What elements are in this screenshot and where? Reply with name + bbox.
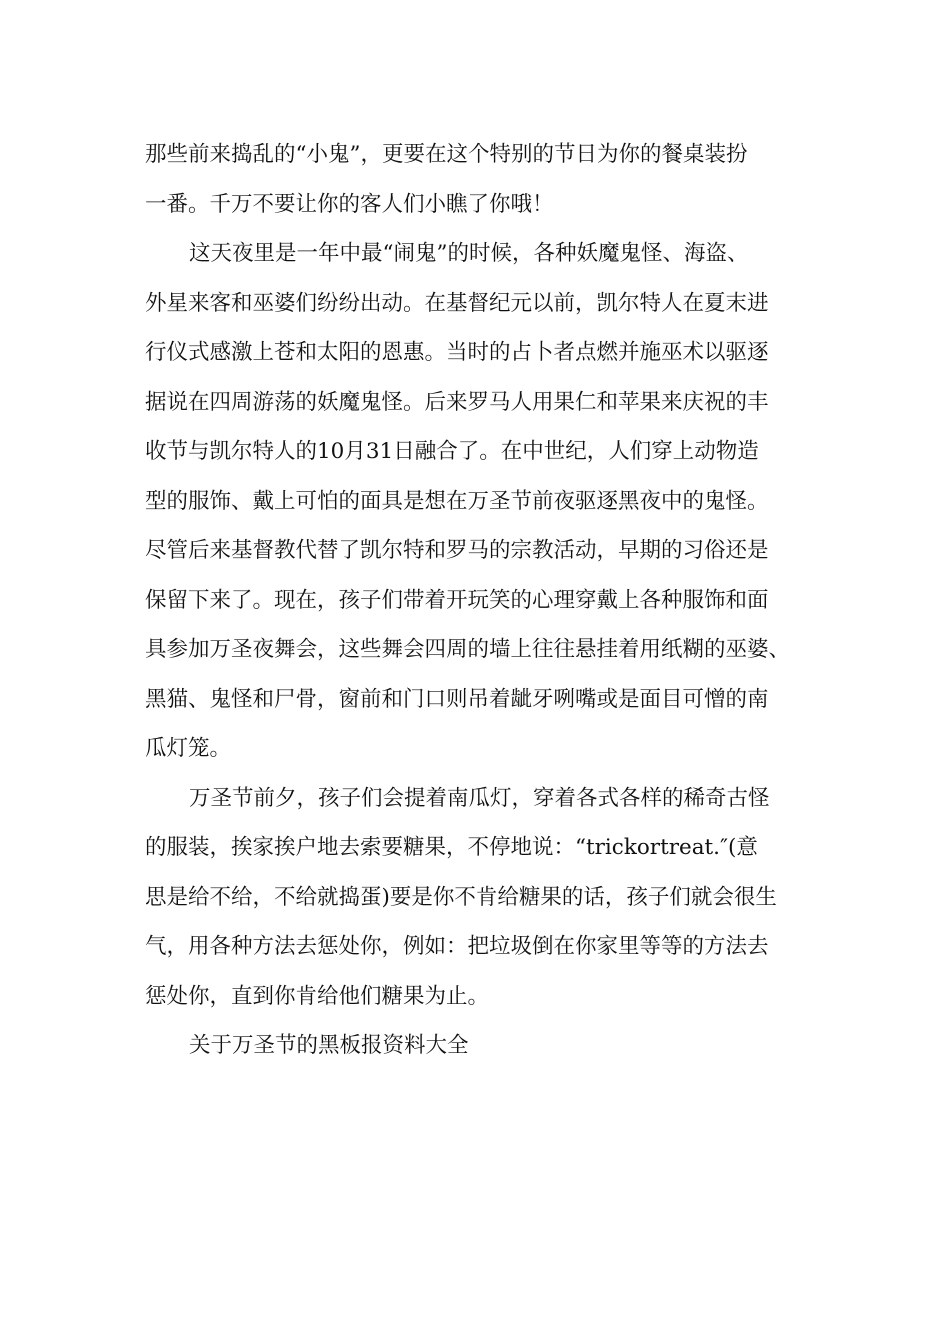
text-line: 那些前来捣乱的“小鬼”，更要在这个特别的节日为你的餐桌装扮: [145, 142, 748, 167]
paragraph-3: [145, 774, 825, 1022]
text-line: 收节与凯尔特人的10月31日融合了。在中世纪，人们穿上动物造: [145, 439, 759, 464]
paragraph-2: [145, 229, 825, 774]
text-line: 的服装，挨家挨户地去索要糖果，不停地说：“trickortreat.″(意: [145, 835, 758, 860]
text-line: 据说在四周游荡的妖魔鬼怪。后来罗马人用果仁和苹果来庆祝的丰: [145, 389, 769, 415]
text-line: 这天夜里是一年中最“闹鬼”的时候，各种妖魔鬼怪、海盗、: [189, 241, 749, 266]
text-line: 惩处你，直到你肯给他们糖果为止。: [145, 983, 490, 1009]
text-line: 型的服饰、戴上可怕的面具是想在万圣节前夜驱逐黑夜中的鬼怪。: [145, 488, 769, 514]
text-line: 尽管后来基督教代替了凯尔特和罗马的宗教活动，早期的习俗还是: [145, 538, 769, 563]
text-line: 具参加万圣夜舞会，这些舞会四周的墙上往往悬挂着用纸糊的巫婆、: [145, 637, 791, 662]
text-line: 气，用各种方法去惩处你，例如：把垃圾倒在你家里等等的方法去: [145, 934, 769, 959]
text-line: 万圣节前夕，孩子们会提着南瓜灯，穿着各式各样的稀奇古怪: [189, 785, 770, 811]
text-line: 保留下来了。现在，孩子们带着开玩笑的心理穿戴上各种服饰和面: [145, 587, 769, 613]
text-line: 一番。千万不要让你的客人们小瞧了你哦！: [145, 191, 554, 217]
text-line: 瓜灯笼。: [145, 736, 232, 761]
text-line: 关于万圣节的黑板报资料大全: [189, 1033, 469, 1058]
text-line: 行仪式感激上苍和太阳的恩惠。当时的占卜者点燃并施巫术以驱逐: [145, 340, 769, 365]
paragraph-1: [145, 130, 825, 229]
text-line: 外星来客和巫婆们纷纷出动。在基督纪元以前，凯尔特人在夏末进: [145, 290, 769, 316]
body-text: [145, 130, 825, 1071]
text-line: 思是给不给，不给就捣蛋)要是你不肯给糖果的话，孩子们就会很生: [145, 884, 777, 910]
paragraph-4: [145, 1021, 825, 1071]
text-line: 黑猫、鬼怪和尸骨，窗前和门口则吊着龇牙咧嘴或是面目可憎的南: [145, 686, 769, 712]
